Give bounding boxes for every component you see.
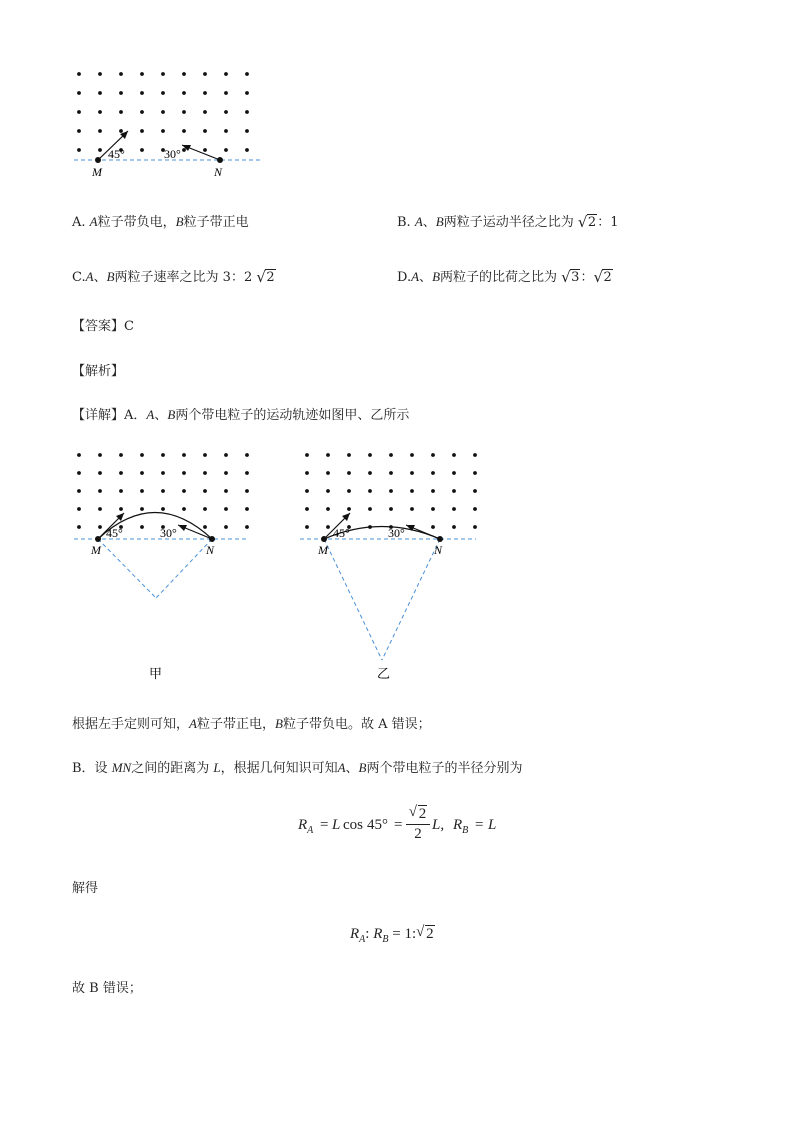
angle-label-B: 30° [160, 526, 177, 540]
field-dot [224, 91, 228, 95]
field-dot [473, 489, 477, 493]
field-dot [224, 507, 228, 511]
magnetic-field-dots [77, 72, 249, 152]
field-dot [77, 525, 81, 529]
field-dot [98, 507, 102, 511]
field-dot [347, 489, 351, 493]
field-dot [305, 525, 309, 529]
label-N: N [434, 543, 443, 557]
option-B: B. A、B两粒子运动半径之比为 √ 2：1 [397, 213, 619, 231]
answer-line [72, 315, 134, 334]
angle-label-A: 45° [106, 526, 123, 540]
field-dot [140, 525, 144, 529]
sqrt-expr: √ 2 [256, 268, 275, 286]
field-dot [182, 471, 186, 475]
field-dot [203, 507, 207, 511]
equation-radii: $R_A$ = L cos 45° = √ 2 2 L, $R_B$ = L [298, 804, 497, 842]
field-dot [203, 453, 207, 457]
field-dot [431, 471, 435, 475]
conclusion-B: 故 B 错误； [72, 981, 142, 996]
label-M: M [318, 543, 328, 557]
field-dot [431, 525, 435, 529]
field-dot [161, 110, 165, 114]
angle-label-A: 45° [108, 147, 125, 161]
field-dot [77, 471, 81, 475]
field-dot [77, 72, 81, 76]
magnetic-field-dots [305, 453, 477, 529]
field-dot [368, 507, 372, 511]
field-dot [161, 91, 165, 95]
option-D: D.A、B两粒子的比荷之比为 √ 3： √ 2 [397, 268, 612, 286]
detail-line: 【详解】A．A、B两个带电粒子的运动轨迹如图甲、乙所示 [72, 407, 410, 423]
field-dot [161, 72, 165, 76]
radius-line-N [382, 539, 440, 660]
field-dot [119, 489, 123, 493]
field-dot [326, 489, 330, 493]
field-dot [245, 91, 249, 95]
field-dot [140, 72, 144, 76]
magnetic-field-dots [77, 453, 249, 529]
field-dot [98, 72, 102, 76]
field-dot [473, 471, 477, 475]
field-dot [410, 507, 414, 511]
sqrt-expr: √ 3 [561, 268, 580, 286]
field-dot [182, 489, 186, 493]
field-figure-top [60, 60, 280, 185]
field-dot [326, 525, 330, 529]
field-dot [224, 110, 228, 114]
field-dot [77, 489, 81, 493]
field-dot [161, 471, 165, 475]
sqrt-expr: √ 2 [593, 268, 612, 286]
field-dot [368, 453, 372, 457]
field-dot [389, 471, 393, 475]
field-dot [305, 453, 309, 457]
field-dot [305, 471, 309, 475]
field-dot [98, 91, 102, 95]
field-dot [119, 91, 123, 95]
field-dot [245, 471, 249, 475]
field-dot [203, 489, 207, 493]
field-dot [161, 507, 165, 511]
field-dot [119, 110, 123, 114]
field-dot [182, 110, 186, 114]
field-dot [140, 110, 144, 114]
paragraph-left-hand-rule: 根据左手定则可知，A粒子带正电，B粒子带负电。故 A 错误； [72, 716, 431, 732]
field-dot [77, 129, 81, 133]
label-M: M [91, 543, 101, 557]
field-dot [224, 129, 228, 133]
field-dot [224, 489, 228, 493]
field-dot [203, 110, 207, 114]
answer-tag: 【答案】 [72, 319, 125, 334]
field-dot [98, 489, 102, 493]
field-dot [368, 489, 372, 493]
field-dot [98, 110, 102, 114]
field-dot [140, 453, 144, 457]
field-dot [452, 453, 456, 457]
field-dot [245, 129, 249, 133]
sqrt-expr: √ 2 [416, 924, 434, 942]
field-dot [347, 507, 351, 511]
field-dot [182, 148, 186, 152]
sqrt-expr: √ 2 [577, 213, 597, 231]
label-N: N [214, 165, 223, 179]
field-dot [182, 453, 186, 457]
figure-yi [290, 440, 490, 690]
field-dot [119, 72, 123, 76]
field-dot [224, 453, 228, 457]
field-dot [203, 148, 207, 152]
field-dot [161, 489, 165, 493]
field-dot [140, 507, 144, 511]
field-dot [410, 489, 414, 493]
paragraph-radius: B．设 MN之间的距离为 L，根据几何知识可知A、B两个带电粒子的半径分别为 [72, 760, 523, 776]
field-dot [182, 91, 186, 95]
field-dot [224, 471, 228, 475]
sqrt-expr: √ 2 [408, 804, 427, 822]
field-dot [119, 507, 123, 511]
field-dot [305, 507, 309, 511]
label-N: N [206, 543, 215, 557]
equation-ratio: $R_A$: $R_B = 1$: √ 2 [350, 924, 434, 945]
detail-tag: 【详解】 [72, 408, 125, 423]
field-dot [452, 507, 456, 511]
field-dot [410, 471, 414, 475]
field-dot [452, 471, 456, 475]
field-dot [326, 453, 330, 457]
field-dot [224, 72, 228, 76]
field-dot [245, 507, 249, 511]
field-dot [203, 129, 207, 133]
radius-line-M [98, 539, 156, 598]
field-dot [140, 148, 144, 152]
field-dot [77, 110, 81, 114]
field-dot [305, 489, 309, 493]
field-dot [119, 471, 123, 475]
field-dot [473, 453, 477, 457]
radius-line-N [156, 539, 212, 598]
field-dot [389, 453, 393, 457]
caption-yi: 乙 [377, 666, 391, 681]
field-dot [452, 489, 456, 493]
field-dot [77, 453, 81, 457]
field-dot [98, 148, 102, 152]
angle-label-B: 30° [164, 147, 181, 161]
analysis-tag: 【解析】 [72, 364, 125, 379]
field-dot [203, 72, 207, 76]
field-dot [245, 72, 249, 76]
label-M: M [92, 165, 102, 179]
field-dot [140, 471, 144, 475]
field-dot [203, 525, 207, 529]
caption-jia: 甲 [149, 666, 163, 681]
field-dot [245, 148, 249, 152]
option-A: A. A粒子带负电，B粒子带正电 [72, 214, 249, 230]
field-dot [347, 453, 351, 457]
field-dot [410, 453, 414, 457]
field-dot [368, 471, 372, 475]
solve-label: 解得 [72, 881, 99, 896]
field-dot [245, 110, 249, 114]
field-dot [182, 129, 186, 133]
field-dot [326, 471, 330, 475]
figure-jia [60, 440, 270, 690]
field-dot [77, 91, 81, 95]
field-dot [77, 507, 81, 511]
field-dot [431, 489, 435, 493]
field-dot [98, 471, 102, 475]
field-dot [140, 91, 144, 95]
field-dot [182, 72, 186, 76]
field-dot [389, 507, 393, 511]
field-dot [203, 91, 207, 95]
fraction: √ 2 2 [406, 806, 430, 843]
field-dot [119, 453, 123, 457]
field-dot [224, 525, 228, 529]
field-dot [245, 489, 249, 493]
field-dot [98, 525, 102, 529]
field-dot [326, 507, 330, 511]
field-dot [347, 471, 351, 475]
field-dot [140, 489, 144, 493]
field-dot [245, 525, 249, 529]
field-dot [224, 148, 228, 152]
field-dot [389, 489, 393, 493]
field-dot [98, 453, 102, 457]
field-dot [245, 453, 249, 457]
field-dot [473, 525, 477, 529]
field-dot [203, 471, 207, 475]
field-dot [452, 525, 456, 529]
field-dot [182, 507, 186, 511]
field-dot [161, 129, 165, 133]
radius-line-M [324, 539, 382, 660]
option-C: C.A、B两粒子速率之比为 3：2 √ 2 [72, 268, 275, 286]
answer-value: C [124, 319, 134, 334]
angle-label-B: 30° [388, 526, 405, 540]
field-dot [119, 129, 123, 133]
field-dot [98, 129, 102, 133]
field-dot [431, 507, 435, 511]
field-dot [140, 129, 144, 133]
field-dot [77, 148, 81, 152]
field-dot [473, 507, 477, 511]
field-dot [431, 453, 435, 457]
field-dot [161, 453, 165, 457]
angle-label-A: 45° [333, 526, 350, 540]
